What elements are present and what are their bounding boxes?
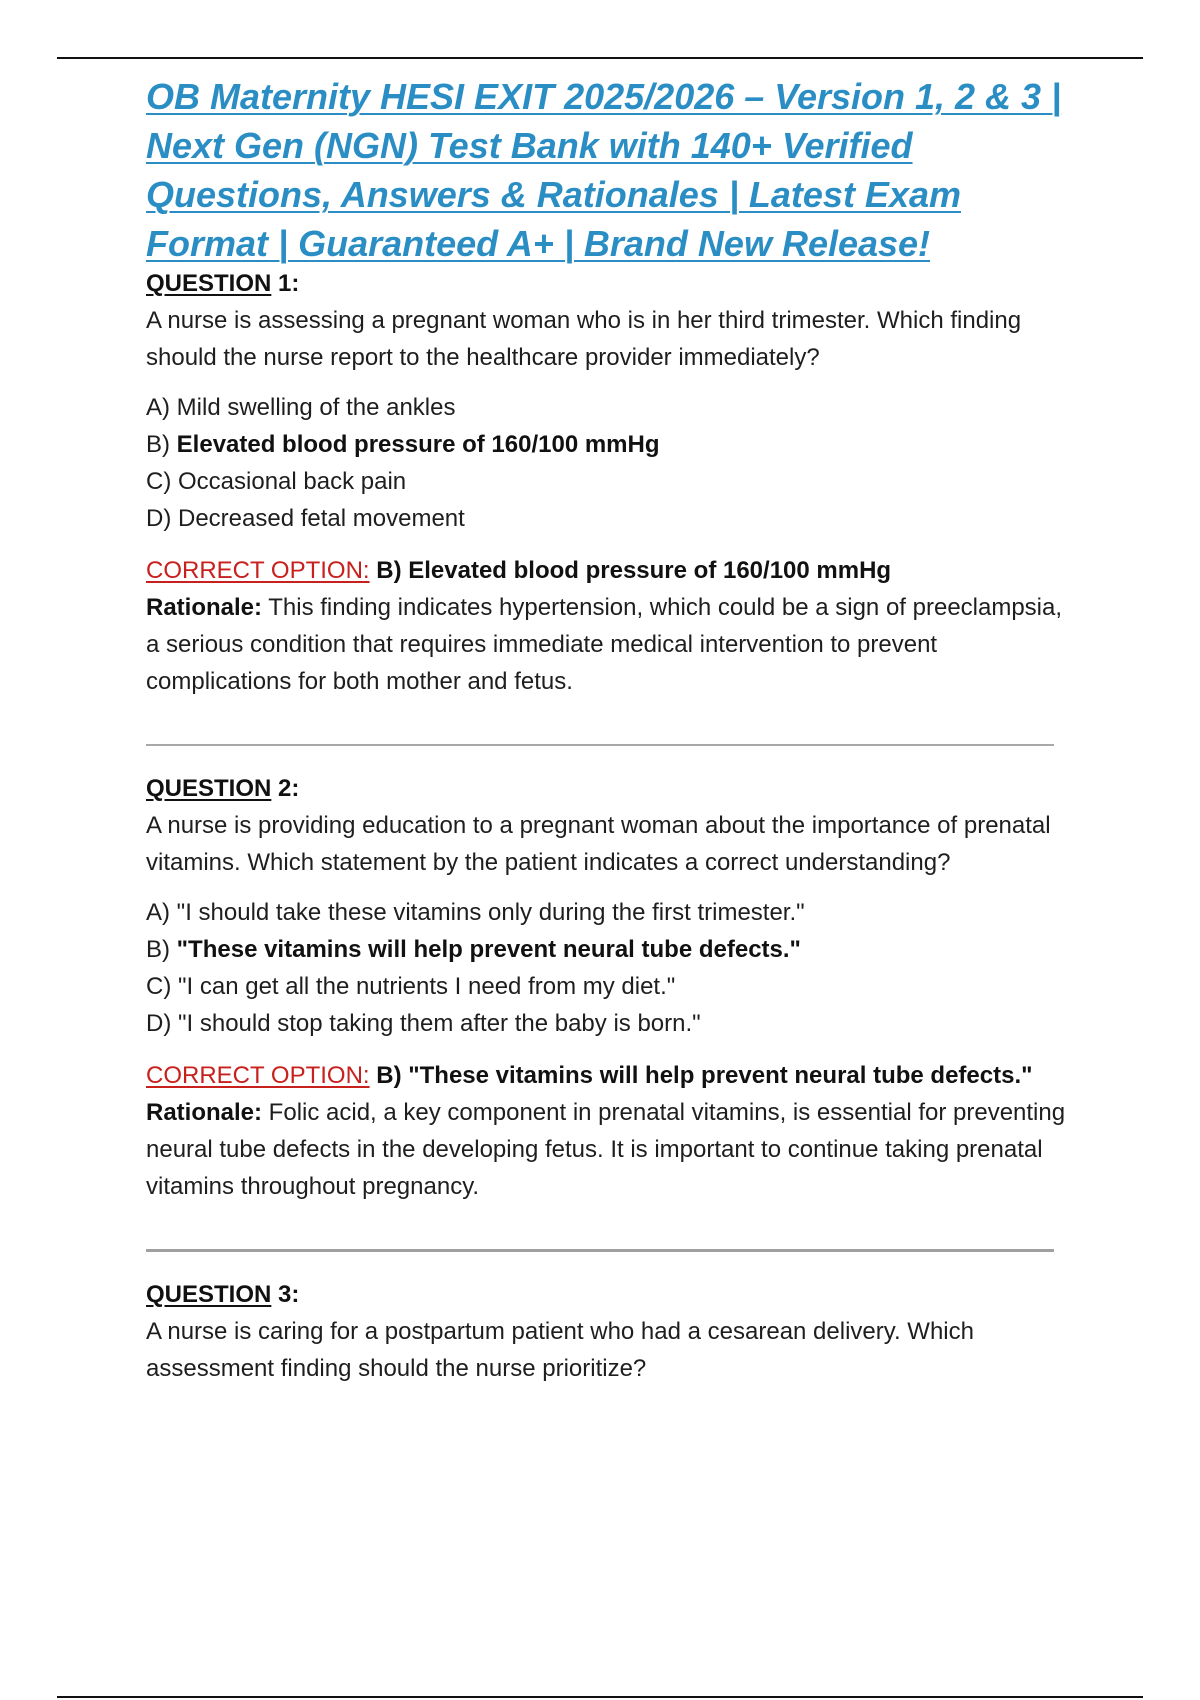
question-stem: A nurse is caring for a postpartum patient who had a cesarean delivery. Which assessment finding should the nurse prioritize? bbox=[146, 1318, 974, 1382]
option-letter: C) bbox=[146, 973, 178, 1000]
option-text: "I should take these vitamins only during the first trimester." bbox=[176, 899, 805, 926]
correct-answer bbox=[146, 1057, 1076, 1094]
section-divider bbox=[146, 1249, 1054, 1252]
correct-option-label: CORRECT OPTION: bbox=[146, 1062, 370, 1089]
rationale-text: Folic acid, a key component in prenatal vitamins, is essential for preventing neural tube defects in the developing fetus. It is important to continue taking prenatal vitamins throughout pregnancy. bbox=[146, 1099, 1066, 1200]
option-c bbox=[146, 968, 1076, 1005]
option-text: Mild swelling of the ankles bbox=[176, 394, 456, 421]
option-text: Occasional back pain bbox=[178, 468, 407, 495]
rationale-label: Rationale: bbox=[146, 1099, 263, 1126]
question-stem: A nurse is providing education to a pregnant woman about the importance of prenatal vitamins. Which statement by the patient indicates a correct understanding? bbox=[146, 812, 1051, 876]
top-page-rule bbox=[57, 57, 1143, 59]
option-letter: B) bbox=[146, 936, 177, 963]
option-letter: C) bbox=[146, 468, 178, 495]
section-divider bbox=[146, 744, 1054, 746]
option-d bbox=[146, 1005, 1076, 1042]
option-text: "I should stop taking them after the baby is born." bbox=[178, 1010, 701, 1037]
option-letter: D) bbox=[146, 1010, 178, 1037]
question-heading bbox=[146, 268, 1076, 300]
option-text: "I can get all the nutrients I need from my diet." bbox=[178, 973, 676, 1000]
document-body bbox=[146, 72, 1076, 1387]
question-heading bbox=[146, 773, 1076, 805]
question-word: QUESTION bbox=[146, 775, 272, 802]
correct-answer-text: B) "These vitamins will help prevent neural tube defects." bbox=[369, 1062, 1033, 1089]
option-letter: A) bbox=[146, 899, 177, 926]
option-b bbox=[146, 426, 1076, 463]
option-c bbox=[146, 463, 1076, 500]
question-heading bbox=[146, 1279, 1076, 1311]
document-title[interactable]: OB Maternity HESI EXIT 2025/2026 – Version 1, 2 & 3 | Next Gen (NGN) Test Bank with 140+ Verified Questions, Answers & Rationales | Latest Exam Format | Guaranteed A+ | Brand New Release! bbox=[146, 76, 1062, 264]
option-letter: B) bbox=[146, 431, 177, 458]
bottom-page-rule bbox=[57, 1696, 1143, 1698]
question-3 bbox=[146, 1279, 1076, 1387]
option-a bbox=[146, 389, 1076, 426]
question-stem: A nurse is assessing a pregnant woman who is in her third trimester. Which finding should the nurse report to the healthcare provider immediately? bbox=[146, 307, 1022, 371]
question-1 bbox=[146, 268, 1076, 700]
question-word: QUESTION bbox=[146, 270, 272, 297]
option-b bbox=[146, 931, 1076, 968]
option-text: Decreased fetal movement bbox=[178, 505, 465, 532]
option-text: "These vitamins will help prevent neural tube defects." bbox=[176, 936, 801, 963]
rationale bbox=[146, 1094, 1076, 1205]
question-number: 1: bbox=[271, 270, 300, 297]
rationale bbox=[146, 589, 1076, 700]
option-a bbox=[146, 894, 1076, 931]
correct-option-label: CORRECT OPTION: bbox=[146, 557, 370, 584]
answer-options bbox=[146, 894, 1076, 1042]
correct-answer-text: B) Elevated blood pressure of 160/100 mmHg bbox=[369, 557, 892, 584]
option-letter: A) bbox=[146, 394, 177, 421]
question-number: 3: bbox=[271, 1281, 300, 1308]
rationale-label: Rationale: bbox=[146, 594, 263, 621]
option-text: Elevated blood pressure of 160/100 mmHg bbox=[176, 431, 660, 458]
question-2 bbox=[146, 773, 1076, 1205]
option-d bbox=[146, 500, 1076, 537]
question-number: 2: bbox=[271, 775, 300, 802]
rationale-text: This finding indicates hypertension, which could be a sign of preeclampsia, a serious condition that requires immediate medical intervention to prevent complications for both mother and fetus. bbox=[146, 594, 1063, 695]
correct-answer bbox=[146, 552, 1076, 589]
option-letter: D) bbox=[146, 505, 178, 532]
question-word: QUESTION bbox=[146, 1281, 272, 1308]
answer-options bbox=[146, 389, 1076, 537]
